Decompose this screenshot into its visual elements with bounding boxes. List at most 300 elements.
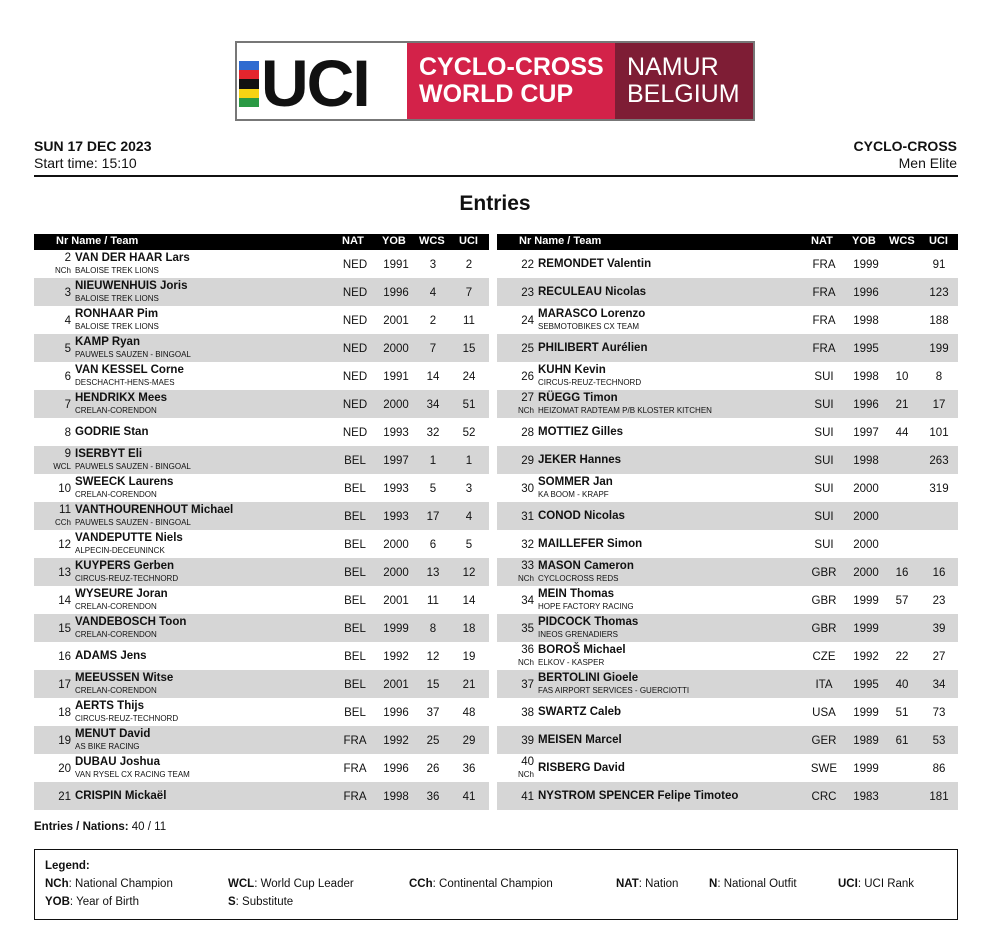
legend-desc: : Nation bbox=[638, 878, 679, 890]
rider-nat: BEL bbox=[344, 539, 366, 551]
rider-number: 24 bbox=[521, 315, 534, 327]
table-row bbox=[34, 726, 489, 754]
rider-team: ELKOV - KASPER bbox=[538, 658, 605, 667]
rider-wcs: 17 bbox=[426, 511, 440, 523]
rider-wcs: 37 bbox=[426, 707, 440, 719]
rider-yob: 1997 bbox=[383, 455, 409, 467]
table-row bbox=[34, 530, 489, 558]
rider-name: VAN KESSEL Corne bbox=[75, 364, 184, 376]
rider-name: GODRIE Stan bbox=[75, 426, 149, 438]
rider-nat: BEL bbox=[344, 511, 366, 523]
event-name-line2: WORLD CUP bbox=[419, 80, 574, 108]
rider-number: 12 bbox=[58, 539, 71, 551]
rider-nat: FRA bbox=[343, 763, 367, 775]
rider-yob: 1992 bbox=[383, 651, 409, 663]
col-header-nat: NAT bbox=[342, 235, 364, 247]
rider-number: 40 bbox=[521, 756, 534, 768]
table-row bbox=[34, 782, 489, 810]
rider-wcs: 6 bbox=[429, 539, 437, 551]
rider-number: 29 bbox=[521, 455, 534, 467]
rider-uci: 15 bbox=[462, 343, 476, 355]
table-row bbox=[34, 250, 489, 278]
rider-uci: 8 bbox=[935, 371, 943, 383]
rider-team: PAUWELS SAUZEN - BINGOAL bbox=[75, 518, 191, 527]
legend-abbr: NAT bbox=[616, 878, 639, 890]
rider-nat: CZE bbox=[812, 651, 836, 663]
rider-yob: 1991 bbox=[383, 371, 409, 383]
rider-title-code: NCh bbox=[517, 658, 534, 667]
rider-name: VANTHOURENHOUT Michael bbox=[75, 504, 234, 516]
table-row bbox=[34, 362, 489, 390]
rider-team: CIRCUS-REUZ-TECHNORD bbox=[538, 378, 642, 387]
rider-wcs: 15 bbox=[426, 679, 440, 691]
rider-wcs: 4 bbox=[429, 287, 437, 299]
rider-title-code: NCh bbox=[54, 266, 71, 275]
rider-number: 30 bbox=[521, 483, 534, 495]
rider-uci: 73 bbox=[932, 707, 946, 719]
table-row bbox=[34, 278, 489, 306]
rider-uci: 18 bbox=[462, 623, 476, 635]
rider-uci: 91 bbox=[932, 259, 946, 271]
rider-yob: 1998 bbox=[853, 455, 879, 467]
rider-uci: 5 bbox=[465, 539, 473, 551]
rider-name: REMONDET Valentin bbox=[538, 258, 652, 270]
rider-team: CIRCUS-REUZ-TECHNORD bbox=[75, 574, 179, 583]
rider-nat: SUI bbox=[814, 427, 834, 439]
rider-name: ISERBYT Eli bbox=[75, 448, 143, 460]
rider-uci: 23 bbox=[932, 595, 946, 607]
page-title: Entries bbox=[459, 192, 531, 215]
rider-name: WYSEURE Joran bbox=[75, 588, 168, 600]
rider-nat: BEL bbox=[344, 651, 366, 663]
table-row bbox=[497, 334, 958, 362]
rider-name: KUYPERS Gerben bbox=[75, 560, 175, 572]
col-header-uci: UCI bbox=[459, 235, 478, 247]
rider-nat: FRA bbox=[812, 315, 836, 327]
rider-name: MEIN Thomas bbox=[538, 588, 615, 600]
rider-nat: SUI bbox=[814, 399, 834, 411]
entries-summary-label: Entries / Nations: bbox=[34, 821, 129, 833]
rider-uci: 48 bbox=[462, 707, 476, 719]
rider-name: VAN DER HAAR Lars bbox=[75, 252, 190, 264]
rider-nat: BEL bbox=[344, 707, 366, 719]
rider-nat: BEL bbox=[344, 567, 366, 579]
rider-title-code: NCh bbox=[517, 770, 534, 779]
rider-nat: SUI bbox=[814, 539, 834, 551]
event-name bbox=[407, 43, 615, 119]
col-header-wcs: WCS bbox=[889, 235, 915, 247]
rider-team: PAUWELS SAUZEN - BINGOAL bbox=[75, 462, 191, 471]
rider-team: VAN RYSEL CX RACING TEAM bbox=[75, 770, 190, 779]
rider-name: PIDCOCK Thomas bbox=[538, 616, 639, 628]
rider-title-code: NCh bbox=[517, 406, 534, 415]
rainbow-stripes-icon bbox=[239, 61, 259, 107]
rider-uci: 39 bbox=[932, 623, 946, 635]
rider-team: CIRCUS-REUZ-TECHNORD bbox=[75, 714, 179, 723]
table-row bbox=[497, 306, 958, 334]
rider-nat: NED bbox=[342, 259, 368, 271]
rider-yob: 2000 bbox=[853, 483, 879, 495]
rider-wcs: 34 bbox=[426, 399, 440, 411]
table-row bbox=[497, 586, 958, 614]
rider-yob: 2000 bbox=[853, 567, 879, 579]
legend-abbr: N bbox=[709, 878, 718, 890]
rider-nat: NED bbox=[342, 343, 368, 355]
rider-nat: SUI bbox=[814, 455, 834, 467]
rider-nat: USA bbox=[812, 707, 836, 719]
rider-number: 31 bbox=[521, 511, 534, 523]
rider-number: 34 bbox=[521, 595, 534, 607]
col-header-nr-name: Nr Name / Team bbox=[519, 235, 602, 247]
rider-wcs: 5 bbox=[429, 483, 437, 495]
legend-box bbox=[34, 849, 958, 920]
rider-wcs: 2 bbox=[429, 315, 437, 327]
rider-number: 41 bbox=[521, 791, 534, 803]
rider-nat: GBR bbox=[811, 595, 837, 607]
table-row bbox=[497, 614, 958, 642]
rider-nat: FRA bbox=[343, 791, 367, 803]
rider-yob: 1995 bbox=[853, 343, 879, 355]
table-row bbox=[497, 698, 958, 726]
rider-nat: BEL bbox=[344, 455, 366, 467]
rider-nat: NED bbox=[342, 427, 368, 439]
table-row bbox=[497, 754, 958, 782]
rider-uci: 16 bbox=[932, 567, 946, 579]
rider-name: RÜEGG Timon bbox=[538, 392, 618, 404]
rider-yob: 1996 bbox=[853, 287, 879, 299]
rider-uci: 86 bbox=[932, 763, 946, 775]
rider-nat: CRC bbox=[811, 791, 837, 803]
rider-wcs: 16 bbox=[895, 567, 909, 579]
rider-wcs: 25 bbox=[426, 735, 440, 747]
rider-name: VANDEPUTTE Niels bbox=[75, 532, 183, 544]
rider-number: 35 bbox=[521, 623, 534, 635]
rider-nat: BEL bbox=[344, 679, 366, 691]
rider-name: MEEUSSEN Witse bbox=[75, 672, 174, 684]
rider-nat: FRA bbox=[343, 735, 367, 747]
rider-number: 27 bbox=[521, 392, 534, 404]
rider-team: AS BIKE RACING bbox=[75, 742, 140, 751]
legend-item bbox=[409, 878, 553, 890]
rider-nat: SWE bbox=[810, 763, 838, 775]
rider-name: AERTS Thijs bbox=[75, 700, 145, 712]
rider-number: 36 bbox=[521, 644, 534, 656]
rider-name: SWARTZ Caleb bbox=[538, 706, 622, 718]
rider-wcs: 12 bbox=[426, 651, 440, 663]
rider-wcs: 11 bbox=[427, 595, 439, 607]
rider-yob: 1989 bbox=[853, 735, 879, 747]
entries-table-left bbox=[34, 234, 489, 810]
rider-uci: 19 bbox=[462, 651, 476, 663]
rider-name: ADAMS Jens bbox=[75, 650, 147, 662]
rider-yob: 2000 bbox=[383, 539, 409, 551]
legend-abbr: UCI bbox=[838, 878, 858, 890]
rider-yob: 2001 bbox=[383, 595, 409, 607]
rider-uci: 14 bbox=[462, 595, 476, 607]
legend-item bbox=[228, 878, 354, 890]
rider-uci: 53 bbox=[932, 735, 946, 747]
rider-title-code: CCh bbox=[54, 518, 71, 527]
rider-team: BALOISE TREK LIONS bbox=[75, 322, 159, 331]
rider-wcs: 26 bbox=[426, 763, 440, 775]
legend-item bbox=[838, 878, 914, 890]
table-row bbox=[34, 698, 489, 726]
table-row bbox=[497, 558, 958, 586]
table-row bbox=[497, 642, 958, 670]
rider-number: 7 bbox=[64, 399, 71, 411]
rider-number: 20 bbox=[58, 763, 71, 775]
table-row bbox=[34, 586, 489, 614]
rider-uci: 4 bbox=[465, 511, 473, 523]
rider-number: 19 bbox=[58, 735, 71, 747]
rider-yob: 1998 bbox=[383, 791, 409, 803]
rider-uci: 181 bbox=[929, 791, 949, 803]
rider-name: CONOD Nicolas bbox=[538, 510, 625, 522]
rider-name: SOMMER Jan bbox=[538, 476, 613, 488]
legend-desc: : Year of Birth bbox=[69, 896, 139, 908]
rider-uci: 3 bbox=[465, 483, 473, 495]
rider-name: MARASCO Lorenzo bbox=[538, 308, 646, 320]
rider-wcs: 44 bbox=[895, 427, 909, 439]
rider-number: 22 bbox=[521, 259, 534, 271]
rider-team: HOPE FACTORY RACING bbox=[538, 602, 634, 611]
rider-nat: BEL bbox=[344, 595, 366, 607]
rider-uci: 123 bbox=[929, 287, 949, 299]
rider-wcs: 61 bbox=[895, 735, 909, 747]
rider-title-code: NCh bbox=[517, 574, 534, 583]
legend-abbr: CCh bbox=[409, 878, 433, 890]
table-row bbox=[497, 726, 958, 754]
rider-name: KAMP Ryan bbox=[75, 336, 140, 348]
rider-yob: 2000 bbox=[853, 539, 879, 551]
rider-yob: 1996 bbox=[383, 763, 409, 775]
rider-team: CYCLOCROSS REDS bbox=[538, 574, 619, 583]
legend-abbr: WCL bbox=[228, 878, 255, 890]
col-header-wcs: WCS bbox=[419, 235, 445, 247]
rider-number: 25 bbox=[521, 343, 534, 355]
rider-wcs: 14 bbox=[426, 371, 440, 383]
rider-number: 26 bbox=[521, 371, 534, 383]
rider-number: 5 bbox=[64, 343, 71, 355]
rider-uci: 319 bbox=[929, 483, 949, 495]
entries-table-right bbox=[497, 234, 958, 810]
rider-uci: 21 bbox=[462, 679, 476, 691]
rider-team: BALOISE TREK LIONS bbox=[75, 294, 159, 303]
table-row bbox=[34, 502, 489, 530]
rider-yob: 1993 bbox=[383, 511, 409, 523]
rider-nat: NED bbox=[342, 371, 368, 383]
rider-number: 9 bbox=[64, 448, 71, 460]
rider-nat: ITA bbox=[815, 679, 833, 691]
rider-name: VANDEBOSCH Toon bbox=[75, 616, 187, 628]
rider-team: CRELAN-CORENDON bbox=[75, 406, 157, 415]
legend-title: Legend: bbox=[45, 860, 90, 872]
entries-summary bbox=[34, 821, 166, 833]
rider-yob: 2001 bbox=[383, 315, 409, 327]
rider-number: 32 bbox=[521, 539, 534, 551]
rider-team: CRELAN-CORENDON bbox=[75, 602, 157, 611]
rider-yob: 1992 bbox=[383, 735, 409, 747]
rider-name: RECULEAU Nicolas bbox=[538, 286, 646, 298]
discipline: CYCLO-CROSS bbox=[853, 138, 957, 154]
rider-team: DESCHACHT-HENS-MAES bbox=[75, 378, 175, 387]
rider-team: CRELAN-CORENDON bbox=[75, 630, 157, 639]
rider-wcs: 3 bbox=[429, 259, 437, 271]
rider-nat: FRA bbox=[812, 343, 836, 355]
rider-uci: 41 bbox=[462, 791, 476, 803]
legend-item bbox=[45, 896, 139, 908]
rider-uci: 52 bbox=[462, 427, 476, 439]
rider-yob: 1998 bbox=[853, 315, 879, 327]
rider-name: BERTOLINI Gioele bbox=[538, 672, 639, 684]
table-row bbox=[34, 474, 489, 502]
rider-name: RONHAAR Pim bbox=[75, 308, 159, 320]
legend-item bbox=[228, 896, 293, 908]
rider-yob: 1996 bbox=[383, 287, 409, 299]
table-row bbox=[34, 642, 489, 670]
table-row bbox=[34, 558, 489, 586]
rider-yob: 1992 bbox=[853, 651, 879, 663]
rider-number: 18 bbox=[58, 707, 71, 719]
rider-wcs: 36 bbox=[426, 791, 440, 803]
legend-item bbox=[709, 878, 797, 890]
rider-team: HEIZOMAT RADTEAM P/B KLOSTER KITCHEN bbox=[538, 406, 712, 415]
rider-nat: NED bbox=[342, 399, 368, 411]
rider-uci: 2 bbox=[465, 259, 473, 271]
entries-summary-value: 40 / 11 bbox=[131, 821, 167, 833]
rider-number: 39 bbox=[521, 735, 534, 747]
rider-number: 38 bbox=[521, 707, 534, 719]
rider-yob: 1995 bbox=[853, 679, 879, 691]
table-row bbox=[497, 530, 958, 558]
rider-name: MENUT David bbox=[75, 728, 151, 740]
rider-uci: 27 bbox=[932, 651, 946, 663]
table-row bbox=[34, 334, 489, 362]
rider-number: 37 bbox=[521, 679, 534, 691]
rider-name: NYSTROM SPENCER Felipe Timoteo bbox=[538, 790, 739, 802]
rider-team: INEOS GRENADIERS bbox=[538, 630, 619, 639]
event-location bbox=[615, 43, 753, 119]
uci-wordmark: UCI bbox=[261, 46, 369, 120]
rider-team: KA BOOM - KRAPF bbox=[538, 490, 609, 499]
rider-name: MAILLEFER Simon bbox=[538, 538, 643, 550]
rider-yob: 2000 bbox=[853, 511, 879, 523]
rider-wcs: 1 bbox=[429, 455, 437, 467]
legend-desc: : National Champion bbox=[68, 878, 173, 890]
rider-number: 17 bbox=[58, 679, 71, 691]
rider-team: FAS AIRPORT SERVICES - GUERCIOTTI bbox=[538, 686, 690, 695]
rider-number: 3 bbox=[64, 287, 71, 299]
rider-wcs: 21 bbox=[895, 399, 909, 411]
table-row bbox=[497, 250, 958, 278]
rider-yob: 1998 bbox=[853, 371, 879, 383]
rider-nat: GBR bbox=[811, 567, 837, 579]
rider-team: CRELAN-CORENDON bbox=[75, 686, 157, 695]
col-header-nat: NAT bbox=[811, 235, 833, 247]
rider-uci: 36 bbox=[462, 763, 476, 775]
col-header-nr-name: Nr Name / Team bbox=[56, 235, 139, 247]
rider-yob: 1999 bbox=[853, 623, 879, 635]
rider-yob: 1996 bbox=[383, 707, 409, 719]
rider-nat: SUI bbox=[814, 371, 834, 383]
rider-wcs: 13 bbox=[426, 567, 440, 579]
table-row bbox=[497, 502, 958, 530]
rider-name: DUBAU Joshua bbox=[75, 756, 160, 768]
rider-number: 2 bbox=[64, 252, 71, 264]
rider-name: CRISPIN Mickaël bbox=[75, 790, 167, 802]
rider-name: MASON Cameron bbox=[538, 560, 634, 572]
rider-yob: 1999 bbox=[853, 259, 879, 271]
rider-nat: FRA bbox=[812, 259, 836, 271]
rider-name: KUHN Kevin bbox=[538, 364, 606, 376]
rider-number: 4 bbox=[64, 315, 71, 327]
rider-name: PHILIBERT Aurélien bbox=[538, 342, 648, 354]
legend-desc: : World Cup Leader bbox=[254, 878, 354, 890]
rider-nat: GBR bbox=[811, 623, 837, 635]
rider-yob: 2000 bbox=[383, 399, 409, 411]
rider-yob: 1999 bbox=[853, 595, 879, 607]
uci-logo bbox=[237, 43, 407, 119]
legend-item bbox=[45, 878, 173, 890]
rider-yob: 1999 bbox=[853, 763, 879, 775]
rider-name: BOROŠ Michael bbox=[538, 644, 626, 656]
rider-team: SEBMOTOBIKES CX TEAM bbox=[538, 322, 640, 331]
rider-yob: 2000 bbox=[383, 343, 409, 355]
rider-name: JEKER Hannes bbox=[538, 454, 622, 466]
rider-name: MEISEN Marcel bbox=[538, 734, 622, 746]
rider-uci: 34 bbox=[932, 679, 946, 691]
rider-name: RISBERG David bbox=[538, 762, 625, 774]
table-row bbox=[34, 418, 489, 446]
col-header-yob: YOB bbox=[382, 235, 406, 247]
rider-yob: 1993 bbox=[383, 427, 409, 439]
rider-uci: 12 bbox=[462, 567, 476, 579]
event-banner bbox=[235, 41, 755, 121]
race-date: SUN 17 DEC 2023 bbox=[34, 138, 152, 154]
table-header bbox=[34, 234, 489, 250]
table-row bbox=[34, 446, 489, 474]
rider-nat: SUI bbox=[814, 511, 834, 523]
table-row bbox=[497, 278, 958, 306]
legend-desc: : Substitute bbox=[235, 896, 294, 908]
table-row bbox=[34, 614, 489, 642]
rider-number: 15 bbox=[58, 623, 71, 635]
race-date-block bbox=[34, 138, 152, 172]
rider-nat: NED bbox=[342, 315, 368, 327]
table-row bbox=[497, 418, 958, 446]
rider-yob: 1997 bbox=[853, 427, 879, 439]
rider-name: HENDRIKX Mees bbox=[75, 392, 168, 404]
rider-yob: 1983 bbox=[853, 791, 879, 803]
legend-desc: : UCI Rank bbox=[857, 878, 915, 890]
rider-yob: 2001 bbox=[383, 679, 409, 691]
rider-nat: NED bbox=[342, 287, 368, 299]
legend-abbr: S bbox=[228, 896, 236, 908]
rider-wcs: 57 bbox=[895, 595, 909, 607]
legend-desc: : National Outfit bbox=[717, 878, 797, 890]
rider-number: 6 bbox=[64, 371, 71, 383]
rider-team: PAUWELS SAUZEN - BINGOAL bbox=[75, 350, 191, 359]
rider-team: ALPECIN-DECEUNINCK bbox=[75, 546, 165, 555]
rider-wcs: 8 bbox=[429, 623, 437, 635]
rider-uci: 188 bbox=[929, 315, 949, 327]
rider-number: 14 bbox=[58, 595, 71, 607]
rider-nat: BEL bbox=[344, 623, 366, 635]
table-row bbox=[497, 474, 958, 502]
legend-item bbox=[616, 878, 678, 890]
category: Men Elite bbox=[898, 155, 957, 171]
table-header bbox=[497, 234, 958, 250]
